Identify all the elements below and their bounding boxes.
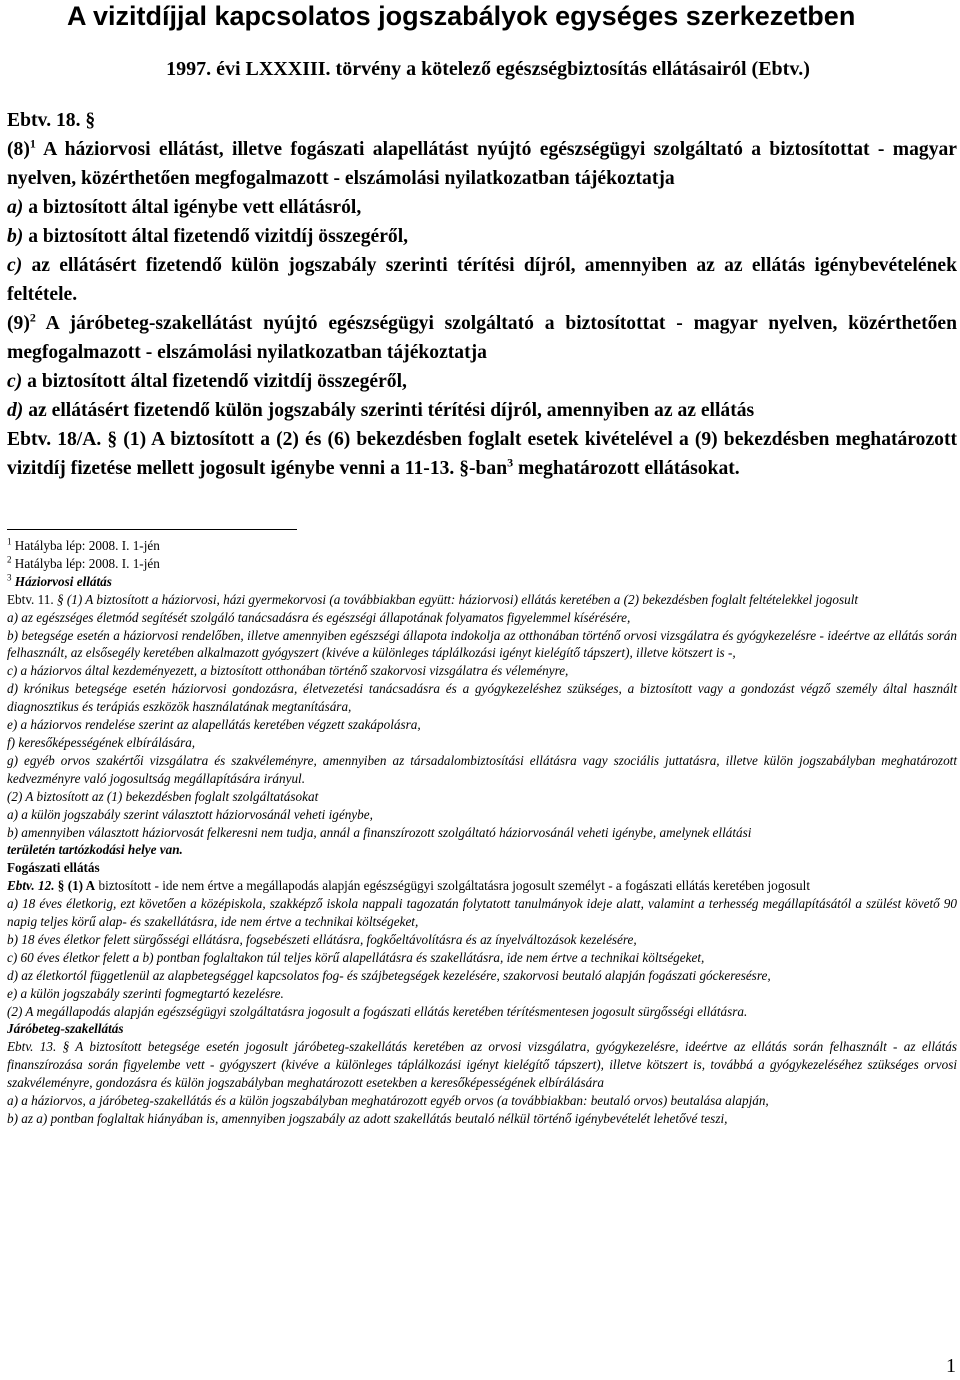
paragraph-8-c: c) az ellátásért fizetendő külön jogszabály szerinti térítési díjról, amennyiben az az ellátás igénybevételének feltétele. bbox=[7, 255, 957, 305]
ebtv-12-a: a) 18 éves életkorig, ezt követően a középiskola, szakképző iskola nappali tagozatán folytatott tanulmányok ideje alatt, valamint a terhesség megállapításától a szülést követő 90 napig teljes körű alap- és szakellátásra, ide nem értve a technikai költségeket, bbox=[7, 896, 957, 930]
ebtv-12-d: d) az életkortól függetlenül az alapbetegséggel kapcsolatos fog- és szájbetegségek kezelésére, szakorvosi beutaló alapján fogászati góckeresésre, bbox=[7, 967, 771, 983]
document-title: A vizitdíjjal kapcsolatos jogszabályok egységes szerkezetben bbox=[67, 1, 856, 31]
jarobeteg-heading: Járóbeteg-szakellátás bbox=[7, 1021, 124, 1037]
footnote-1: $^1$ Hatályba lép: 2008. I. 1-jén bbox=[7, 536, 160, 553]
ebtv-13-a: a) a háziorvos, a járóbeteg-szakellátás és a külön jogszabályban meghatározott egyéb orvos (a továbbiakban: beutaló orvos) beutalása alapján, bbox=[7, 1093, 769, 1109]
ebtv-11-2-b: b) amennyiben választott háziorvosát felkeresni nem tudja, annál a finanszírozott szolgáltató háziorvosánál veheti igénybe, amelynek ellátási területén tartózkodási helye van. bbox=[7, 824, 752, 858]
paragraph-8-b: b) a biztosított által fizetendő vizitdíj összegéről, bbox=[7, 226, 409, 247]
ebtv-13-intro: Ebtv. 13. § A biztosított betegsége esetén jogosult járóbeteg-szakellátás keretében az orvosi vizsgálatra, gyógykezelésre, ideértve az ellátás során felhasznált - az ellátás finanszírozása során figyelembe vett - gyógyszert (kivéve a különleges táplálkozási igényt kielégítő tápszert), illetve kötszert is, továbbá a gyógykezeléséhez szükséges orvosi szakvéleményre, gondozásra és külön jogszabályban meghatározott esetekben a keresőképességének elbírálására bbox=[7, 1039, 957, 1091]
ebtv-11-f: f) keresőképességének elbírálására, bbox=[7, 734, 196, 750]
footnote-ref-2[interactable]: 2 bbox=[29, 310, 36, 325]
footnote-divider bbox=[7, 529, 297, 530]
ebtv-11-c: c) a háziorvos által kezdeményezett, a biztosított otthonában történő szakorvosi vizsgálatra és véleményre, bbox=[7, 663, 569, 679]
ebtv-12-2: (2) A megállapodás alapján egészségügyi szolgáltatásra jogosult a fogászati ellátás keretében térítésmentesen jogosult sürgősségi ellátásra. bbox=[7, 1003, 748, 1019]
paragraph-8-a: a) a biztosított által igénybe vett ellátásról, bbox=[7, 197, 362, 218]
ebtv-12-e: e) a külön jogszabály szerinti fogmegtartó kezelésre. bbox=[7, 985, 284, 1001]
footnotes bbox=[7, 537, 957, 1128]
paragraph-9-d: d) az ellátásért fizetendő külön jogszabály szerinti térítési díjról, amennyiben az az ellátás bbox=[7, 400, 755, 421]
ebtv-12-intro: Ebtv. 12. § (1) A biztosított - ide nem értve a megállapodás alapján egészségügyi szolgáltatásra jogosult személyt - a fogászati ellátás keretében jogosult bbox=[7, 878, 810, 894]
law-subtitle: 1997. évi LXXXIII. törvény a kötelező egészségbiztosítás ellátásairól (Ebtv.) bbox=[166, 58, 810, 80]
page-number: 1 bbox=[946, 1355, 956, 1377]
footnote-ref-3[interactable]: 3 bbox=[507, 455, 514, 470]
ebtv-11-b: b) betegsége esetén a háziorvosi rendelőben, illetve amennyiben egészségi állapota indokolja az otthonában történő orvosi vizsgálatra és gyógykezelésre - ideértve az ellátás során felhasznált, az elsősegély keretében alkalmazott gyógyszert (kivéve a különleges táplálkozási igényt kielégítő tápszert), illetve kötszert is -, bbox=[7, 627, 957, 661]
ebtv-11-2: (2) A biztosított az (1) bekezdésben foglalt szolgáltatásokat bbox=[7, 788, 319, 804]
ebtv-11-e: e) a háziorvos rendelése szerint az alapellátás keretében végzett szakápolásra, bbox=[7, 717, 421, 733]
footnote-2: $^2$ Hatályba lép: 2008. I. 1-jén bbox=[7, 554, 160, 571]
document-page bbox=[7, 0, 957, 1128]
ebtv-12-b: b) 18 éves életkor felett sürgősségi ellátásra, fogsebészeti ellátásra, fogkőeltávolításra és az ínyelváltozások kezelésére, bbox=[7, 931, 637, 947]
main-text bbox=[7, 106, 957, 483]
ebtv-11-g: g) egyéb orvos szakértői vizsgálatra és szakvéleményre, amennyiben az társadalombiztosítási ellátásra vagy szociális juttatásra, illetve külön jogszabályban meghatározott kedvezményre való jogosultság megállapítására irányul. bbox=[7, 752, 957, 786]
footnote-ref-1[interactable]: 1 bbox=[29, 136, 36, 151]
ebtv-11-a: a) az egészséges életmód segítését szolgáló tanácsadásra és egészségi állapotának folyamatos figyelemmel kísérésére, bbox=[7, 609, 631, 625]
section-18-heading: Ebtv. 18. § bbox=[7, 110, 96, 131]
paragraph-9-c: c) a biztosított által fizetendő vizitdíj összegéről, bbox=[7, 371, 407, 392]
section-18a: Ebtv. 18/A. § (1) A biztosított a (2) és (6) bekezdésben foglalt esetek kivételével a (9) bekezdésben meghatározott vizitdíj fizetése mellett jogosult igénybe venni a 11-13. §-ban$^3$ meghatározott ellátásokat. bbox=[7, 429, 957, 479]
paragraph-9: $(9)^2$ A járóbeteg-szakellátást nyújtó egészségügyi szolgáltató a biztosítottat - magyar nyelven, közérthetően megfogalmazott - elszámolási nyilatkozatban tájékoztatja bbox=[7, 310, 957, 363]
ebtv-11-2-a: a) a külön jogszabály szerint választott háziorvosánál veheti igénybe, bbox=[7, 806, 373, 822]
ebtv-13-b: b) az a) pontban foglaltak hiányában is, amennyiben jogszabály az adott szakellátás beutaló nélkül történő igénybevételét lehetővé teszi, bbox=[7, 1111, 728, 1126]
fogaszati-heading: Fogászati ellátás bbox=[7, 860, 100, 876]
ebtv-11-d: d) krónikus betegsége esetén háziorvosi gondozásra, életvezetési tanácsadásra és a gyógykezeléshez szükséges, a biztosított vagy a gondozást végző személy által használt diagnosztikus és terápiás eszközök használatának megtanítására, bbox=[7, 681, 957, 715]
ebtv-11-intro: Ebtv. 11. § (1) A biztosított a háziorvosi, házi gyermekorvosi (a továbbiakban együtt: háziorvosi) ellátás keretében a (2) bekezdésben foglalt feltételekkel jogosult bbox=[7, 591, 859, 607]
footnote-3: $^3$ Háziorvosi ellátás bbox=[7, 572, 112, 589]
ebtv-12-c: c) 60 éves életkor felett a b) pontban foglaltakon túl teljes körű alapellátásra és szakellátásra, ide nem értve a technikai költségeket, bbox=[7, 949, 705, 965]
paragraph-8: $(8)^1$ A háziorvosi ellátást, illetve fogászati alapellátást nyújtó egészségügyi szolgáltató a biztosítottat - magyar nyelven, közérthetően megfogalmazott - elszámolási nyilatkozatban tájékoztatja bbox=[7, 136, 957, 189]
